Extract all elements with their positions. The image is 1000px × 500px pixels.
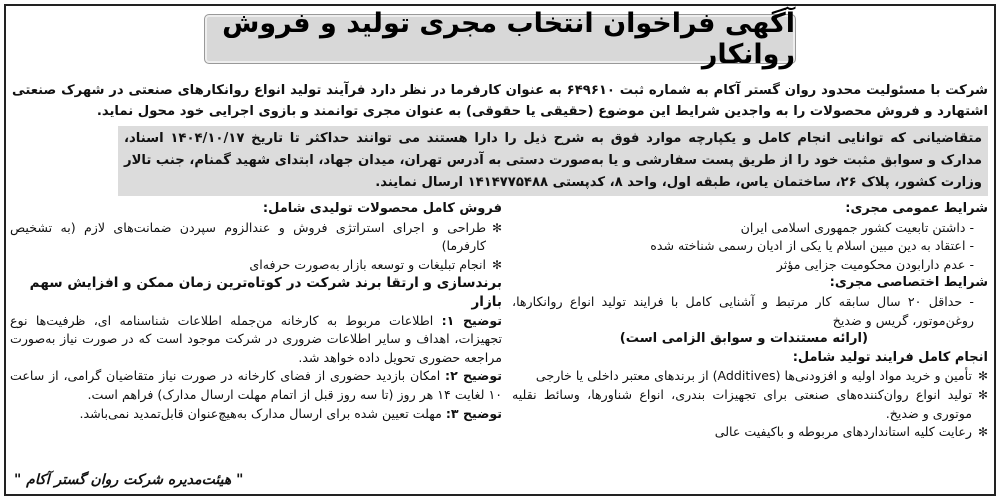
note-label: توضیح ۳: <box>445 405 502 421</box>
note-label: توضیح ۲: <box>445 368 502 384</box>
page-title: آگهی فراخوان انتخاب مجری تولید و فروش روانکار <box>222 8 795 70</box>
bullet-icon: ✻ <box>977 387 988 402</box>
branding-heading: برندسازی و ارتقا برند شرکت در کوتاه‌ترین زمان ممکن و افزایش سهم بازار <box>29 275 502 310</box>
production-item <box>512 423 988 442</box>
production-item-text: رعایت کلیه استانداردهای مربوطه و باکیفیت عالی <box>714 424 972 440</box>
sales-item <box>10 219 502 256</box>
sales-item <box>10 256 502 275</box>
production-item-text: تولید انواع روان‌کننده‌های صنعتی برای تجهیزات بندری، انواع شناورها، وسائط نقلیه موتوری و ضدیخ. <box>512 386 972 421</box>
note-text: مهلت تعیین شده برای ارسال مدارک به‌هیچ‌عنوان قابل‌تمدید نمی‌باشد. <box>79 405 442 421</box>
title-banner <box>204 8 796 70</box>
signature: " هیئت‌مدیره شرکت روان گستر آکام " <box>14 472 244 488</box>
note-3 <box>10 405 502 424</box>
bullet-icon: ✻ <box>491 257 502 272</box>
submission-callout: متقاضیانی که توانایی انجام کامل و یکپارچه موارد فوق به شرح ذیل را دارا هستند می توانند حداکثر تا تاریخ ۱۴۰۴/۱۰/۱۷ اسناد، مدارک و سوابق مثبت خود را از طریق پست سفارشی و یا به‌صورت دستی به آدرس تهران، میدان جهاد، ابتدای شهید گمنام، جنب تالار وزارت کشور، پلاک ۲۶، ساختمان یاس، طبقه اول، واحد ۸، کدپستی ۱۴۱۴۷۷۵۴۸۸ ارسال نمایند. <box>118 126 988 196</box>
bullet-icon: ✻ <box>491 220 502 235</box>
production-heading: انجام کامل فرایند تولید شامل: <box>792 349 988 365</box>
sales-heading: فروش کامل محصولات تولیدی شامل: <box>262 201 502 216</box>
note-2 <box>10 367 502 404</box>
sales-column <box>10 200 502 423</box>
sales-item-text: طراحی و اجرای استراتژی فروش و عندالزوم سپردن ضمانت‌های لازم (به تشخیص کارفرما) <box>10 219 486 254</box>
note-text: امکان بازدید حضوری از فضای کارخانه در صورت نیاز متقاضیان گرامی، از ساعت ۱۰ لغایت ۱۴ هر روز (تا سه روز قبل از اتمام مهلت ارسال مدارک) فراهم است. <box>10 368 502 402</box>
bullet-icon: ✻ <box>977 369 988 384</box>
sales-item-text: انجام تبلیغات و توسعه بازار به‌صورت حرفه‌ای <box>249 256 486 272</box>
specific-conditions-heading: شرایط اختصاصی مجری: <box>829 275 988 291</box>
note-1 <box>10 312 502 368</box>
specific-condition-item: - حداقل ۲۰ سال سابقه کار مرتبط و آشنایی کامل با فرایند تولید انواع روانکارها، روغن‌موتور، گریس و ضدیخ <box>512 293 974 328</box>
documents-required-note: (ارائه مستندات و سوابق الزامی است) <box>619 331 868 347</box>
note-text: اطلاعات مربوط به کارخانه من‌جمله اطلاعات شناسنامه ای، ظرفیت‌ها نوع تجهیزات، اهداف و سایر اطلاعات ضروری در شرکت موجود است که در صورت نیاز به‌صورت مراجعه حضوری تحویل داده خواهد شد. <box>10 312 502 365</box>
intro-paragraph: شرکت با مسئولیت محدود روان گستر آکام به شماره ثبت ۶۴۹۶۱۰ به عنوان کارفرما در نظر دارد فرآیند تولید انواع روانکارهای صنعتی در شهرک صنعتی اشتهارد و فروش محصولات را به واجدین شرایط این موضوع (حقیقی یا حقوقی) به عنوان مجری توانمند و بازوی اجرایی خود محول نماید. <box>12 83 989 119</box>
general-condition-item: - اعتقاد به دین مبین اسلام یا یکی از ادیان رسمی شناخته شده <box>650 238 974 254</box>
requirements-column <box>512 200 988 442</box>
general-condition-item: - عدم دارابودن محکومیت جزایی مؤثر <box>776 256 974 272</box>
production-item <box>512 367 988 386</box>
production-item-text: تأمین و خرید مواد اولیه و افزودنی‌ها (Additives) از برندهای معتبر داخلی یا خارجی <box>535 368 972 384</box>
general-condition-item: - داشتن تابعیت کشور جمهوری اسلامی ایران <box>740 219 974 235</box>
bullet-icon: ✻ <box>977 425 988 440</box>
note-label: توضیح ۱: <box>441 312 502 328</box>
production-item <box>512 386 988 423</box>
general-conditions-heading: شرایط عمومی مجری: <box>845 201 988 216</box>
